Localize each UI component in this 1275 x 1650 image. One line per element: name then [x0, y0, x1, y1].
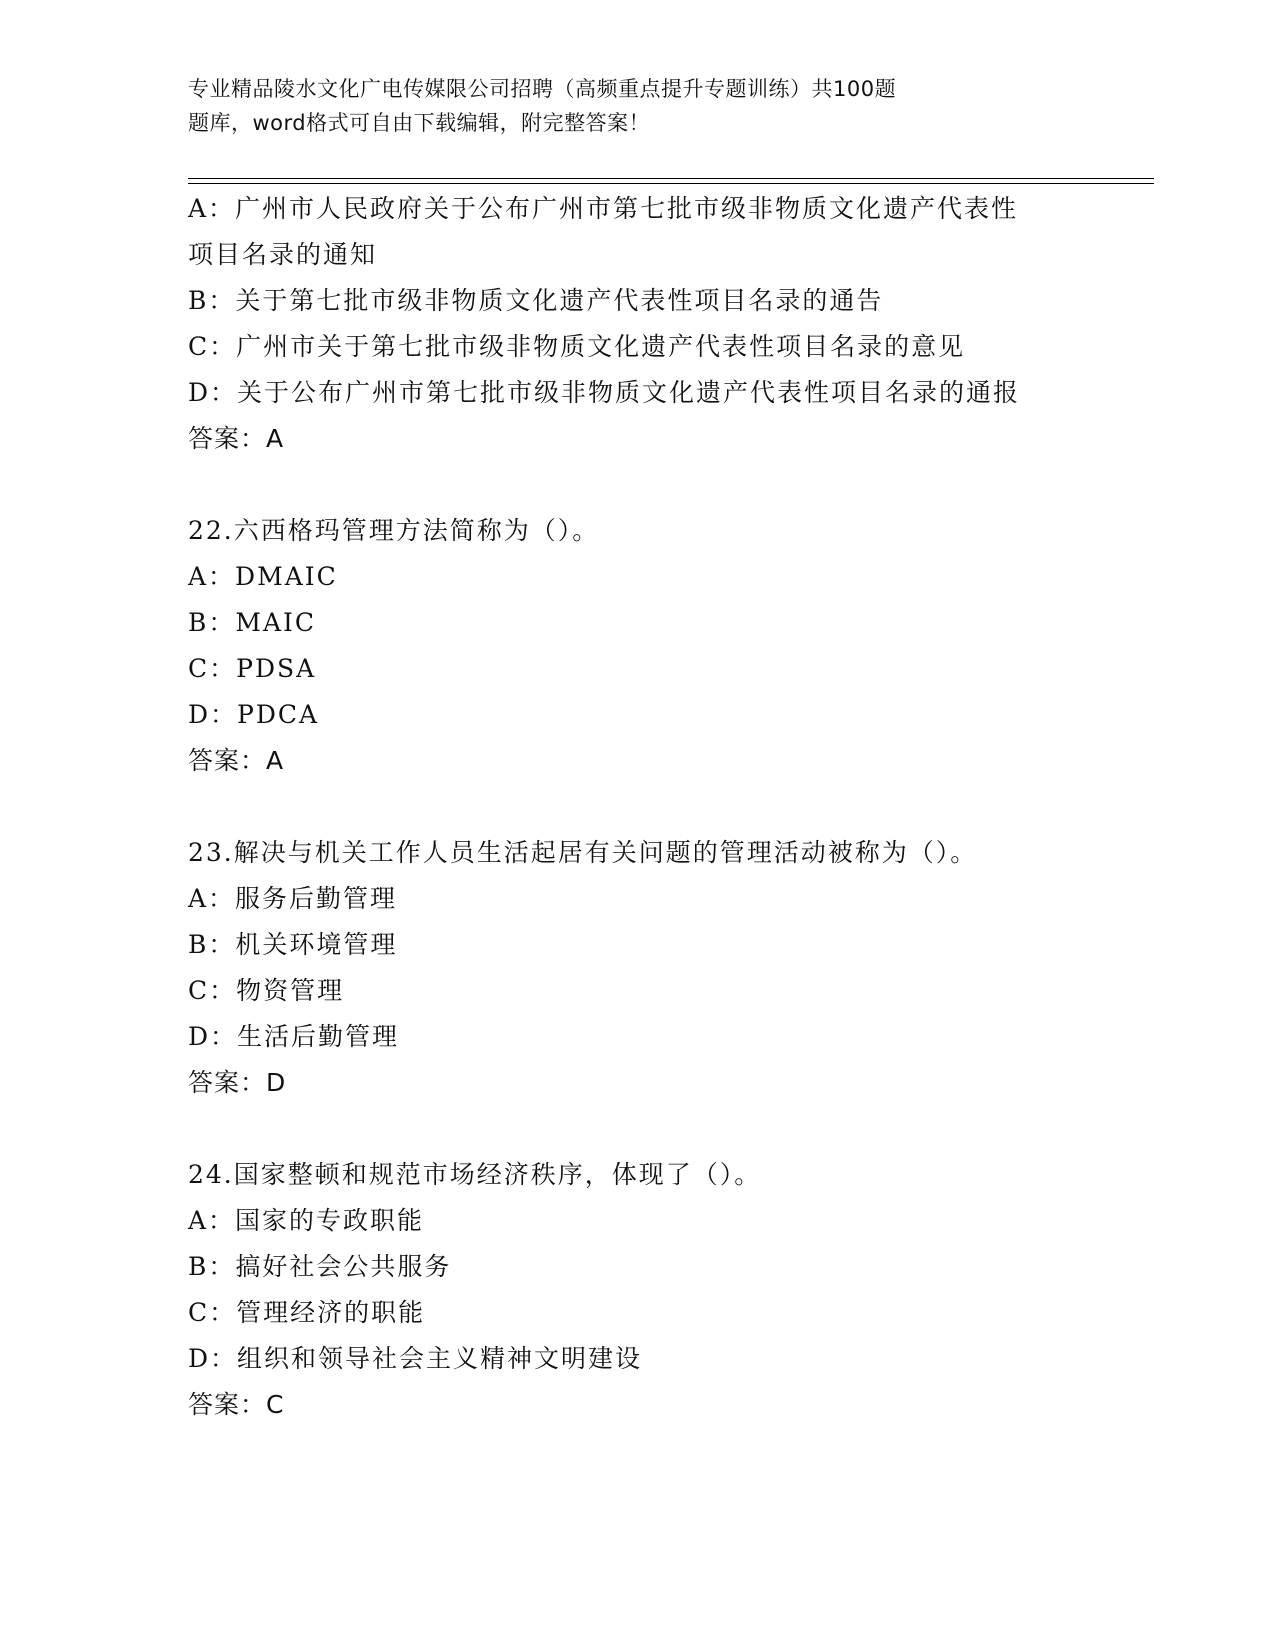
q23-option-a: A：服务后勤管理 [188, 884, 398, 913]
q24-option-d: D：组织和领导社会主义精神文明建设 [188, 1344, 643, 1373]
header-title-line2: 题库，word格式可自由下载编辑，附完整答案！ [188, 111, 651, 135]
q24-answer: 答案：C [188, 1390, 285, 1419]
question-block-24 [188, 1152, 1088, 1428]
q21-option-c: C：广州市关于第七批市级非物质文化遗产代表性项目名录的意见 [188, 332, 966, 361]
spacer [188, 462, 1088, 508]
q24-option-a: A：国家的专政职能 [188, 1206, 425, 1235]
q21-option-a-line1: A：广州市人民政府关于公布广州市第七批市级非物质文化遗产代表性 [188, 194, 1019, 223]
q21-option-a-line2: 项目名录的通知 [188, 240, 378, 269]
q22-option-b: B：MAIC [188, 608, 317, 637]
q22-question: 22.六西格玛管理方法简称为（）。 [188, 516, 600, 545]
q22-option-a: A：DMAIC [188, 562, 338, 591]
spacer [188, 784, 1088, 830]
header-divider [188, 178, 1154, 184]
question-list [188, 186, 1088, 1428]
question-block-21 [188, 186, 1088, 462]
document-header [188, 72, 1018, 140]
q21-option-d: D：关于公布广州市第七批市级非物质文化遗产代表性项目名录的通报 [188, 378, 1021, 407]
q21-answer: 答案：A [188, 424, 285, 453]
q23-option-d: D：生活后勤管理 [188, 1022, 400, 1051]
q21-option-b: B：关于第七批市级非物质文化遗产代表性项目名录的通告 [188, 286, 884, 315]
question-block-23 [188, 830, 1088, 1106]
question-block-22 [188, 508, 1088, 784]
q24-option-c: C：管理经济的职能 [188, 1298, 426, 1327]
spacer [188, 1106, 1088, 1152]
q23-question: 23.解决与机关工作人员生活起居有关问题的管理活动被称为（）。 [188, 838, 978, 867]
q24-option-b: B：搞好社会公共服务 [188, 1252, 452, 1281]
q22-answer: 答案：A [188, 746, 285, 775]
header-title-line1: 专业精品陵水文化广电传媒限公司招聘（高频重点提升专题训练）共100题 [188, 77, 897, 101]
q23-answer: 答案：D [188, 1068, 287, 1097]
q22-option-c: C：PDSA [188, 654, 317, 683]
q23-option-c: C：物资管理 [188, 976, 345, 1005]
q24-question: 24.国家整顿和规范市场经济秩序，体现了（）。 [188, 1160, 762, 1189]
q22-option-d: D：PDCA [188, 700, 320, 729]
q23-option-b: B：机关环境管理 [188, 930, 398, 959]
